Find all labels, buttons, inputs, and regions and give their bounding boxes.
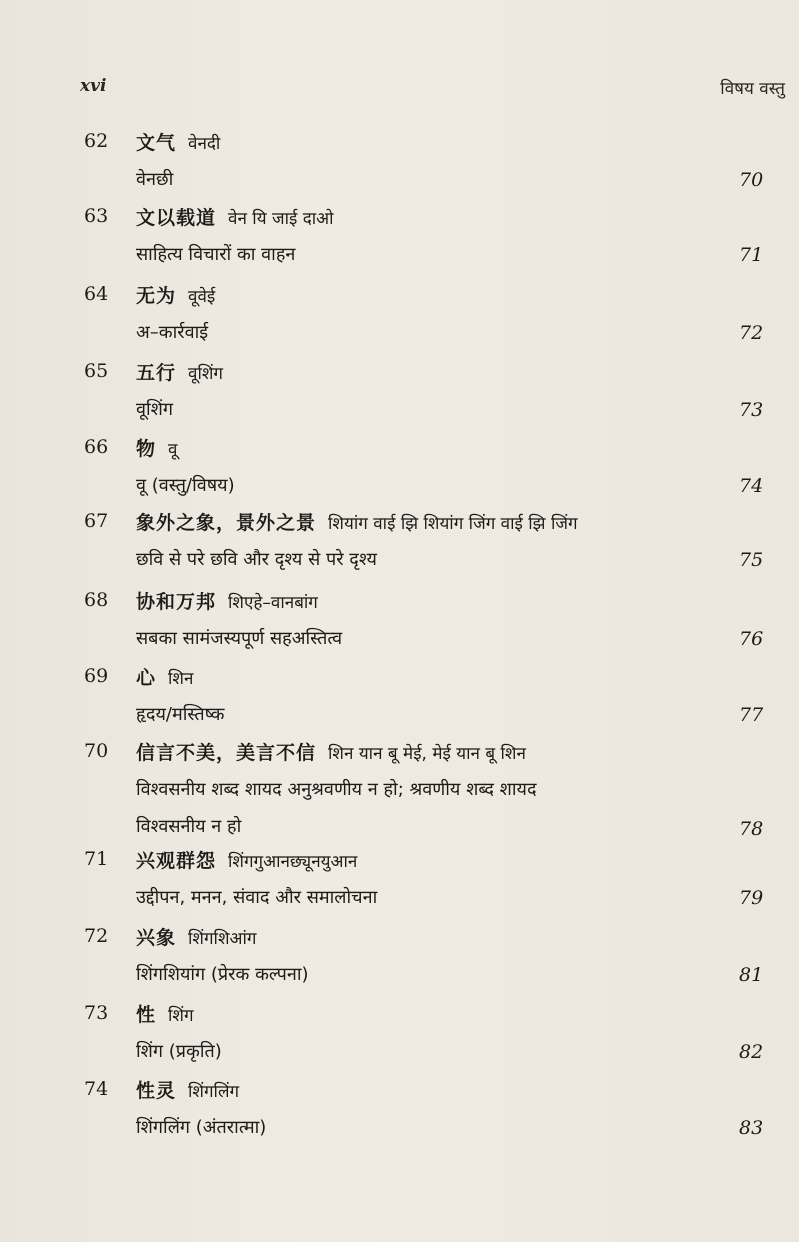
entry-page-number[interactable]: 75 — [739, 549, 764, 571]
header-page-number: xvi — [80, 76, 107, 96]
entry-translation-line: शिंगलिंग (अंतरात्मा) — [136, 1117, 267, 1138]
entry-heading-line — [136, 281, 215, 308]
entry-transliteration: वूशिंग — [188, 364, 224, 384]
entry-chinese-term: 心 — [136, 667, 157, 689]
entry-heading-line — [136, 846, 357, 873]
entry-page-number[interactable]: 70 — [739, 169, 764, 191]
entry-number: 65 — [84, 360, 109, 382]
entry-translation-line: हृदय/मस्तिष्क — [136, 704, 225, 725]
entry-heading-line — [136, 738, 526, 765]
entry-page-number[interactable]: 73 — [739, 399, 764, 421]
entry-heading-line — [136, 508, 578, 535]
entry-chinese-term: 文以载道 — [136, 207, 217, 229]
entry-number: 73 — [84, 1002, 109, 1024]
entry-transliteration: वेनदी — [188, 134, 221, 154]
entry-page-number[interactable]: 77 — [739, 704, 764, 726]
entry-transliteration: शिंग — [168, 1006, 194, 1026]
entry-translation-line: विश्वसनीय शब्द शायद अनुश्रवणीय न हो; श्रवणीय शब्द शायद — [136, 779, 537, 800]
entry-translation-line: साहित्य विचारों का वाहन — [136, 244, 296, 265]
header-section-title: विषय वस्तु — [720, 79, 785, 99]
entry-number: 64 — [84, 283, 109, 305]
entry-translation-line: छवि से परे छवि और दृश्य से परे दृश्य — [136, 549, 377, 570]
entry-chinese-term: 文气 — [136, 132, 177, 154]
entry-translation-line: उद्दीपन, मनन, संवाद और समालोचना — [136, 887, 378, 908]
entry-heading-line — [136, 587, 318, 614]
entry-chinese-term: 象外之象，景外之景 — [136, 512, 317, 534]
entry-heading-line — [136, 434, 177, 461]
entry-translation-line: वूशिंग — [136, 399, 174, 420]
entry-chinese-term: 协和万邦 — [136, 591, 217, 613]
entry-page-number[interactable]: 82 — [739, 1041, 764, 1063]
entry-chinese-term: 五行 — [136, 362, 177, 384]
entry-number: 70 — [84, 740, 109, 762]
entry-translation-line: वू (वस्तु/विषय) — [136, 475, 235, 496]
entry-chinese-term: 物 — [136, 438, 157, 460]
entry-transliteration: शियांग वाई झि शियांग जिंग वाई झि जिंग — [328, 514, 578, 534]
entry-page-number[interactable]: 76 — [739, 628, 764, 650]
entry-number: 66 — [84, 436, 109, 458]
entry-page-number[interactable]: 79 — [739, 887, 764, 909]
entry-transliteration: शिंगगुआनछ्यूनयुआन — [228, 852, 358, 872]
entry-page-number[interactable]: 71 — [739, 244, 764, 266]
entry-transliteration: वूवेई — [188, 287, 216, 307]
entry-heading-line — [136, 923, 256, 950]
entry-transliteration: शिन यान बू मेई, मेई यान बू शिन — [328, 744, 526, 764]
entry-page-number[interactable]: 78 — [739, 818, 764, 840]
entry-heading-line — [136, 663, 193, 690]
entry-heading-line — [136, 203, 334, 230]
entry-transliteration: शिन — [168, 669, 194, 689]
entry-transliteration: शिंगलिंग — [188, 1082, 240, 1102]
entry-transliteration: वेन यि जाई दाओ — [228, 209, 334, 229]
entry-number: 63 — [84, 205, 109, 227]
entry-number: 62 — [84, 130, 109, 152]
entry-translation-line: सबका सामंजस्यपूर्ण सहअस्तित्व — [136, 628, 343, 649]
entry-chinese-term: 兴观群怨 — [136, 850, 217, 872]
entry-heading-line — [136, 128, 220, 155]
entry-number: 68 — [84, 589, 109, 611]
entry-translation-line: विश्वसनीय न हो — [136, 816, 242, 837]
entry-chinese-term: 兴象 — [136, 927, 177, 949]
entry-page-number[interactable]: 83 — [739, 1117, 764, 1139]
entry-translation-line: शिंगशियांग (प्रेरक कल्पना) — [136, 964, 309, 985]
entry-number: 74 — [84, 1078, 109, 1100]
entry-transliteration: शिंगशिआंग — [188, 929, 257, 949]
entry-heading-line — [136, 358, 223, 385]
entry-page-number[interactable]: 74 — [739, 475, 764, 497]
entry-heading-line — [136, 1000, 194, 1027]
entry-number: 72 — [84, 925, 109, 947]
entry-number: 69 — [84, 665, 109, 687]
entry-chinese-term: 性 — [136, 1004, 157, 1026]
entry-chinese-term: 性灵 — [136, 1080, 177, 1102]
entry-translation-line: अ–कार्रवाई — [136, 322, 209, 343]
entry-page-number[interactable]: 72 — [739, 322, 764, 344]
entry-page-number[interactable]: 81 — [739, 964, 764, 986]
entry-transliteration: शिएहे–वानबांग — [228, 593, 318, 613]
entry-translation-line: शिंग (प्रकृति) — [136, 1041, 222, 1062]
entry-translation-line: वेनछी — [136, 169, 174, 190]
entry-number: 71 — [84, 848, 109, 870]
entry-chinese-term: 信言不美，美言不信 — [136, 742, 317, 764]
entry-chinese-term: 无为 — [136, 285, 177, 307]
entry-transliteration: वू — [168, 440, 178, 460]
entry-heading-line — [136, 1076, 239, 1103]
entry-number: 67 — [84, 510, 109, 532]
